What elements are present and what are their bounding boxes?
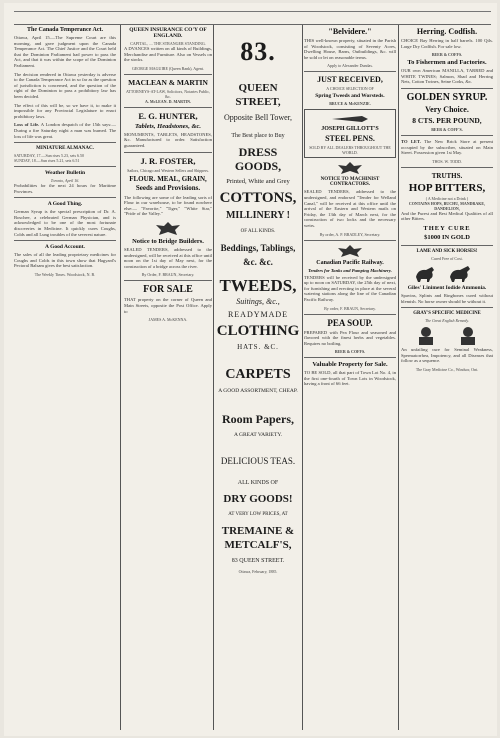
- ad-railway-body: TENDERS will be received by the undersigned up to noon on SATURDAY, the 25th day of next, for furnishing and erecting in place at the several watering stations along the line of the Canadian Pacific Railway.: [304, 274, 396, 302]
- divider: [124, 74, 212, 75]
- article-paragraph: The effect of this will be, so we have it, to make it impossible for any Provincial Legislature to enact prohibitory laws.: [14, 102, 116, 119]
- crest-icon: [336, 244, 364, 258]
- ad-valuable-body: TO BE SOLD, all that part of Town Lot No. 4, in the first one-fourth of Town Lots in Woodstock, having a front of 66 feet.: [304, 370, 396, 387]
- weather-title: Weather Bulletin: [44, 170, 86, 177]
- ad-received-title: JUST RECEIVED,: [317, 75, 383, 85]
- portrait-icon: [412, 325, 482, 345]
- ad-received-sub: A CHOICE SELECTION OF: [326, 86, 374, 92]
- ad-grays-body: An unfailing cure for Seminal Weakness, Spermatorrhea, Impotency, and all Diseases that follow as a sequence.: [401, 347, 493, 364]
- divider: [304, 357, 396, 358]
- ad-bridge-body: SEALED TENDERS, addressed to the undersigned, will be received at this office until noon on the 1st day of May next, for the construction of a bridge across the river.: [124, 246, 212, 269]
- ad-railway-sign: By order, F. BRAUN, Secretary.: [324, 305, 376, 311]
- ad-peas-sign: BEER & COFFS.: [334, 349, 366, 355]
- store-room-sub: A GREAT VARIETY.: [233, 432, 283, 438]
- ad-hop-body: And the Purest and Best Medical Qualities of all other Bitters.: [401, 210, 493, 222]
- divider: [304, 314, 396, 315]
- divider: [14, 166, 116, 167]
- divider: [14, 240, 116, 241]
- ad-horses-title: LAME AND SICK HORSES!: [416, 248, 478, 254]
- store-room-papers: Room Papers,: [222, 412, 294, 426]
- ad-syrup-sub: Very Choice.: [425, 104, 469, 114]
- article-body-loss: A London despatch of the 15th says:—During a fire Saturday night a man was burned. The loss of life was great.: [14, 122, 116, 139]
- store-all-kinds-2: ALL KINDS OF: [237, 480, 279, 486]
- almanac-row: SUNDAY, 18.—Sun rises 5.21, sets 6.51: [14, 158, 80, 164]
- ad-hunter-title: E. G. HUNTER,: [138, 110, 198, 121]
- ad-belvidere-sign: Apply to Alexander Dundas.: [327, 63, 373, 69]
- store-low-prices: AT VERY LOW PRICES, AT: [228, 512, 288, 517]
- almanac-title: MINIATURE ALMANAC.: [36, 146, 94, 152]
- ad-hop-sub: ( A Medicine not a Drink ): [425, 195, 469, 201]
- store-tweeds: TWEEDS,: [219, 276, 297, 295]
- ad-valuable-title: Valuable Property for Sale.: [312, 361, 388, 369]
- store-printed: Printed, White and Grey: [226, 178, 290, 185]
- divider: [14, 142, 116, 143]
- ad-peas-title: PEA SOUP.: [327, 317, 373, 328]
- store-teas: DELICIOUS TEAS.: [220, 456, 296, 466]
- ad-hop-cure: THEY CURE: [423, 224, 471, 232]
- article-body-good-thing: German Syrup is the special prescription of Dr. A. Boschee, a celebrated German Physician, and is acknowledged to be one of the most fortunate discoveries in Medicine. It quickly cures Coughs, Colds and all Lung troubles of the severest nature.: [14, 209, 116, 237]
- ad-syrup-sign: BEER & COFF'S.: [431, 126, 463, 132]
- crest-icon: [153, 220, 183, 236]
- store-all-kinds: OF ALL KINDS.: [240, 229, 276, 234]
- store-bedding: Beddings, Tablings, &c. &c.: [220, 243, 296, 267]
- ad-fish-title: To Fishermen and Factories.: [407, 59, 487, 67]
- divider: [304, 71, 396, 72]
- column-ads-right: [401, 25, 493, 730]
- ad-received-goods: Spring Tweeds and Worsteds.: [315, 93, 385, 100]
- store-dateline: Ottawa, February, 1885.: [238, 569, 278, 574]
- ad-store-body: The New Brick Store at present occupied by the subscriber, situated on Main Street. Possession given 1st May.: [401, 138, 493, 156]
- store-street: QUEEN STREET,: [235, 82, 281, 108]
- article-paragraph: Ottawa, April 15.—The Supreme Court are this morning, and gave judgment upon the Canada Temperance Act. The Chief Justice and the Court held that the Dominion Parliament had power to pass the Act, and that it was within the scope of the Dominion Parliament.: [14, 35, 116, 68]
- ad-foster-goods: FLOUR. MEAL, GRAIN, Seeds and Provisions.: [129, 174, 207, 192]
- weather-body: Probabilities for the next 24 hours for Maritime Provinces.: [14, 183, 116, 194]
- store-number: 83.: [240, 37, 276, 66]
- column-rule: [120, 25, 121, 730]
- store-hats: HATS. &C.: [237, 343, 279, 351]
- ad-forsale-sign: JAMES A. McKENNA.: [148, 317, 188, 323]
- article-title-account: A Good Account.: [45, 244, 85, 251]
- ad-insurance-sub: CAPITAL, .... THE STRANGER STANDING.: [130, 41, 206, 46]
- divider: [14, 197, 116, 198]
- divider: [124, 107, 212, 108]
- divider: [401, 307, 493, 308]
- masthead-rule-top: [14, 11, 491, 12]
- ad-insurance-title: QUEEN INSURANCE CO'Y OF ENGLAND.: [129, 27, 207, 39]
- column-rule: [213, 25, 214, 730]
- ad-peas-body: PREPARED with Pea Flour and seasoned and flavored with the finest herbs and vegetables. Requires no boiling.: [304, 329, 396, 346]
- ad-machinist-sign: By order, A. P. BRADLEY, Secretary.: [319, 231, 381, 237]
- divider: [124, 152, 212, 153]
- ad-gold-title: $1000 IN GOLD: [424, 233, 470, 241]
- ad-machinist-title: NOTICE TO MACHINIST CONTRACTORS.: [320, 177, 380, 188]
- newspaper-page: [4, 3, 497, 736]
- ad-foster-title: J. R. FOSTER,: [140, 155, 196, 166]
- divider: [401, 88, 493, 89]
- column-store-ad: [215, 25, 301, 730]
- store-millinery: MILLINERY !: [225, 210, 290, 221]
- ad-belvidere-body: THIS well-known property, situated in the Parish of Woodstock, consisting of Seventy Acres, Dwelling House, Barns, Outbuildings, &c. will be sold or let on reasonable terms.: [304, 38, 396, 60]
- ad-grays-sign: The Gray Medicine Co., Windsor, Ont.: [415, 366, 479, 372]
- store-address: 83 QUEEN STREET.: [231, 558, 285, 564]
- ad-hunter-body: MONUMENTS, TABLETS, HEADSTONES, &c. Manufactured to order. Satisfaction guaranteed.: [124, 131, 212, 148]
- ad-grays-sub: The Great English Remedy.: [425, 318, 469, 324]
- store-dry-goods: DRY GOODS!: [223, 493, 293, 505]
- store-suitings: Suitings, &c.,: [236, 297, 280, 306]
- store-clothing: CLOTHING: [216, 323, 300, 339]
- weather-dateline: Toronto, April 16.: [50, 178, 80, 184]
- almanac-row: SATURDAY, 17.—Sun rises 5.23, sets 6.50: [14, 153, 85, 159]
- ad-lawyers-title: MACLEAN & MARTIN: [128, 77, 208, 87]
- ad-insurance-body: A DVANCES written on all kinds of Buildings, Merchandise and Furniture. Also on Vessels on the stocks.: [124, 46, 212, 63]
- store-dress-goods: DRESS GOODS,: [234, 145, 282, 173]
- column-rule: [302, 25, 303, 730]
- store-readymade: READYMADE: [227, 310, 289, 319]
- column-news: [14, 25, 116, 730]
- column-ads-left: [124, 25, 212, 730]
- article-title-loss: Loss of Life.: [14, 122, 40, 128]
- ad-truths-title: TRUTHS.: [431, 171, 463, 180]
- ad-herring-body: CHOICE Bay Herring in half barrels. 100 Qtls. Large Dry Codfish. For sale low.: [401, 38, 493, 49]
- ad-bridge-sign: By Order, F. BRAUN, Secretary.: [141, 272, 195, 278]
- ad-belvidere-title: "Belvidere.": [328, 27, 372, 36]
- store-best-place: The Best place to Buy: [231, 133, 285, 139]
- column-footer: The Weekly Times. Woodstock, N. B.: [34, 272, 96, 278]
- ad-railway-title: Canadian Pacific Railway.: [316, 259, 384, 266]
- store-carpets: CARPETS: [225, 367, 291, 382]
- ad-lawyers-names: A. McLEAN. D. MARTIN.: [145, 98, 191, 104]
- divider: [401, 135, 493, 136]
- ad-herring-sign: BEER & COFFS.: [431, 52, 463, 58]
- pen-nib-icon: [330, 114, 370, 124]
- ad-horses-sub: Cured Free of Cost.: [431, 255, 463, 261]
- horse-icon: [412, 263, 482, 283]
- ad-giles-title: Giles' Liniment Iodide Ammonia.: [407, 284, 487, 291]
- ad-hunter-sub: Tablets, Headstones, &c.: [134, 122, 202, 130]
- ad-insurance-agent: GEORGE MAGUIRE (Queen Bank), Agent.: [132, 65, 204, 71]
- ad-pens-title: JOSEPH GILLOTT'S: [321, 126, 379, 133]
- article-paragraph: The decision rendered in Ottawa yesterday is adverse to the Canada Temperance Act in so far as the question of jurisdiction is concerned, and the question of the right of the Dominion to pass a prohibitory law has been decided.: [14, 71, 116, 99]
- divider: [304, 240, 396, 241]
- ad-forsale-body: THAT property on the corner of Queen and Main Streets, opposite the Post Office. Apply to: [124, 297, 212, 314]
- ad-syrup-title: GOLDEN SYRUP.: [406, 91, 488, 103]
- ad-herring-title: Herring. Codfish.: [416, 27, 478, 36]
- ad-hop-contains: CONTAINS HOPS, BUCHU, MANDRAKE, DANDELION,: [408, 200, 486, 211]
- store-firm: TREMAINE & METCALF'S,: [221, 525, 295, 551]
- ad-foster-sub: Sailors, Chicago and Western Sellers and Shippers.: [127, 167, 209, 173]
- store-cottons: COTTONS,: [219, 190, 297, 206]
- article-title-temperance: The Canada Temperance Act.: [26, 27, 103, 33]
- ad-foster-body: The following are some of the leading sorts of Flour in our warehouse, to be found nowhere else:— "Favorite," "Tiger," "White Star," "Pride of the Valley.": [124, 194, 212, 217]
- store-carpets-sub: A GOOD ASSORTMENT, CHEAP.: [218, 388, 298, 394]
- column-rule: [398, 25, 399, 730]
- ad-grays-title: GRAY'S SPECIFIC MEDICINE: [413, 311, 481, 317]
- divider: [124, 280, 212, 281]
- article-title-good-thing: A Good Thing.: [47, 201, 83, 208]
- ad-pens-sub: STEEL PENS.: [325, 134, 375, 144]
- ad-lawyers-sub: ATTORNEYS-AT-LAW, Solicitors, Notaries Public, &c.: [126, 88, 210, 99]
- ad-giles-body: Spavins, Splints and Ringbones cured without blemish. No horse owner should be without it.: [401, 292, 493, 304]
- ad-store-title: TO LET.: [401, 138, 421, 144]
- ad-syrup-price: 8 CTS. PER POUND,: [412, 115, 482, 125]
- ad-forsale-title: FOR SALE: [143, 284, 193, 296]
- store-opposite: Opposite Bell Tower,: [223, 113, 293, 122]
- ad-fish-body: OUR own American MANILLA, TARRED and WHITE TWINES; Salmon, Shad and Herring Nets, Cotton Twines, Seine Corks, &c.: [401, 68, 493, 85]
- ad-pens-note: SOLD BY ALL DEALERS THROUGHOUT THE WORLD.: [309, 145, 391, 156]
- ad-store-sign: THOS. W. TODD.: [432, 158, 462, 164]
- column-ads-middle: [304, 25, 396, 730]
- article-body-account: The sales of all the leading proprietary medicines for Coughs and Colds in this town show that Hagyard's Pectoral Balsam gives the best satisfaction.: [14, 252, 116, 269]
- ad-hop-bitters-box: [401, 167, 493, 246]
- ad-machinist-body: SEALED TENDERS, addressed to the undersigned, and endorsed "Tender for Welland Canal," will be received at this office until the arrival of the Eastern and Western mails on Friday, the 13th day of March next, for the construction of two locks and the necessary weirs.: [304, 189, 396, 228]
- ad-bridge-title: Notice to Bridge Builders.: [132, 237, 204, 245]
- ad-pens-box: [304, 109, 396, 158]
- ad-railway-sub: Tenders for Tanks and Pumping Machinery.: [308, 267, 392, 273]
- ad-hop-title: HOP BITTERS,: [408, 181, 486, 194]
- ad-received-sign: BRUCE & McKENZIE.: [329, 101, 371, 107]
- crest-icon: [336, 161, 364, 175]
